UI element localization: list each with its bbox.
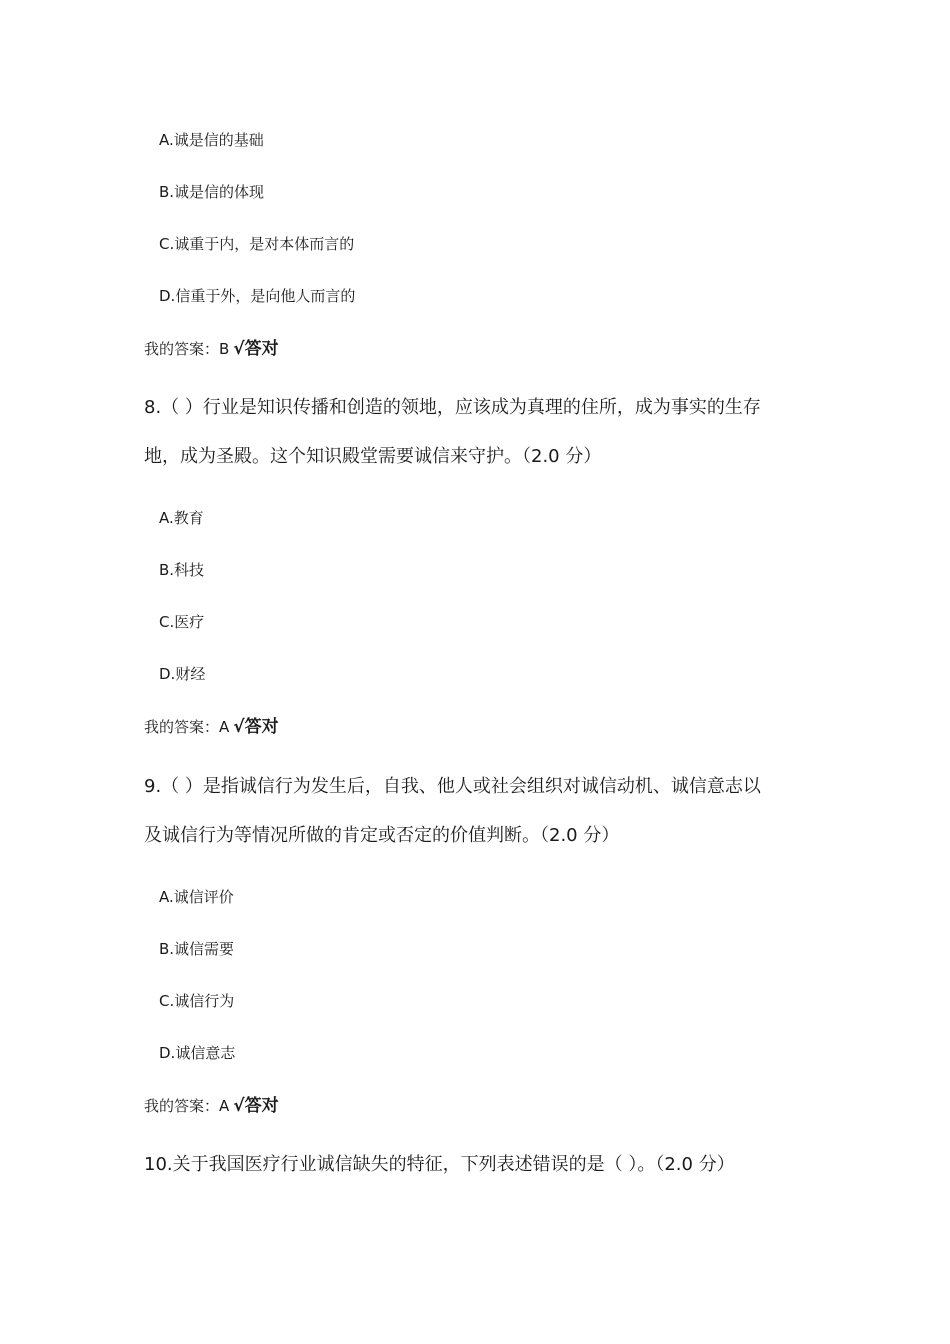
q9-option-d: D.诚信意志 [159, 1044, 236, 1062]
q7-answer-label: 我的答案：B [144, 340, 230, 358]
q7-option-b: B.诚是信的体现 [159, 183, 265, 201]
q8-result-correct: √答对 [233, 717, 279, 737]
q8-question [144, 396, 804, 469]
q9-my-answer [144, 1095, 279, 1117]
q7-option-d: D.信重于外，是向他人而言的 [159, 287, 356, 305]
q9-option-b: B.诚信需要 [159, 940, 235, 958]
q7-result-correct: √答对 [233, 339, 279, 359]
q8-option-d: D.财经 [159, 665, 206, 683]
q8-my-answer [144, 716, 279, 738]
q9-question-line-1: 9.（ ）是指诚信行为发生后，自我、他人或社会组织对诚信动机、诚信意志以 [144, 776, 761, 797]
q8-option-c: C.医疗 [159, 613, 205, 631]
q7-my-answer [144, 338, 279, 360]
q9-option-a: A.诚信评价 [159, 888, 234, 906]
q9-result-correct: √答对 [233, 1096, 279, 1116]
q8-option-b: B.科技 [159, 561, 205, 579]
q8-option-a: A.教育 [159, 509, 204, 527]
q7-option-a: A.诚是信的基础 [159, 131, 264, 149]
q10-question [144, 1153, 804, 1177]
q9-question [144, 775, 804, 848]
q7-option-c: C.诚重于内，是对本体而言的 [159, 235, 355, 253]
q9-answer-label: 我的答案：A [144, 1097, 230, 1115]
q8-question-line-1: 8.（ ）行业是知识传播和创造的领地，应该成为真理的住所，成为事实的生存 [144, 397, 761, 418]
q9-option-c: C.诚信行为 [159, 992, 235, 1010]
q8-answer-label: 我的答案：A [144, 718, 230, 736]
q10-question-line-1: 10.关于我国医疗行业诚信缺失的特征，下列表述错误的是（ ）。（2.0 分） [144, 1154, 735, 1175]
q9-question-line-2: 及诚信行为等情况所做的肯定或否定的价值判断。（2.0 分） [144, 825, 620, 846]
q8-question-line-2: 地，成为圣殿。这个知识殿堂需要诚信来守护。（2.0 分） [144, 446, 602, 467]
